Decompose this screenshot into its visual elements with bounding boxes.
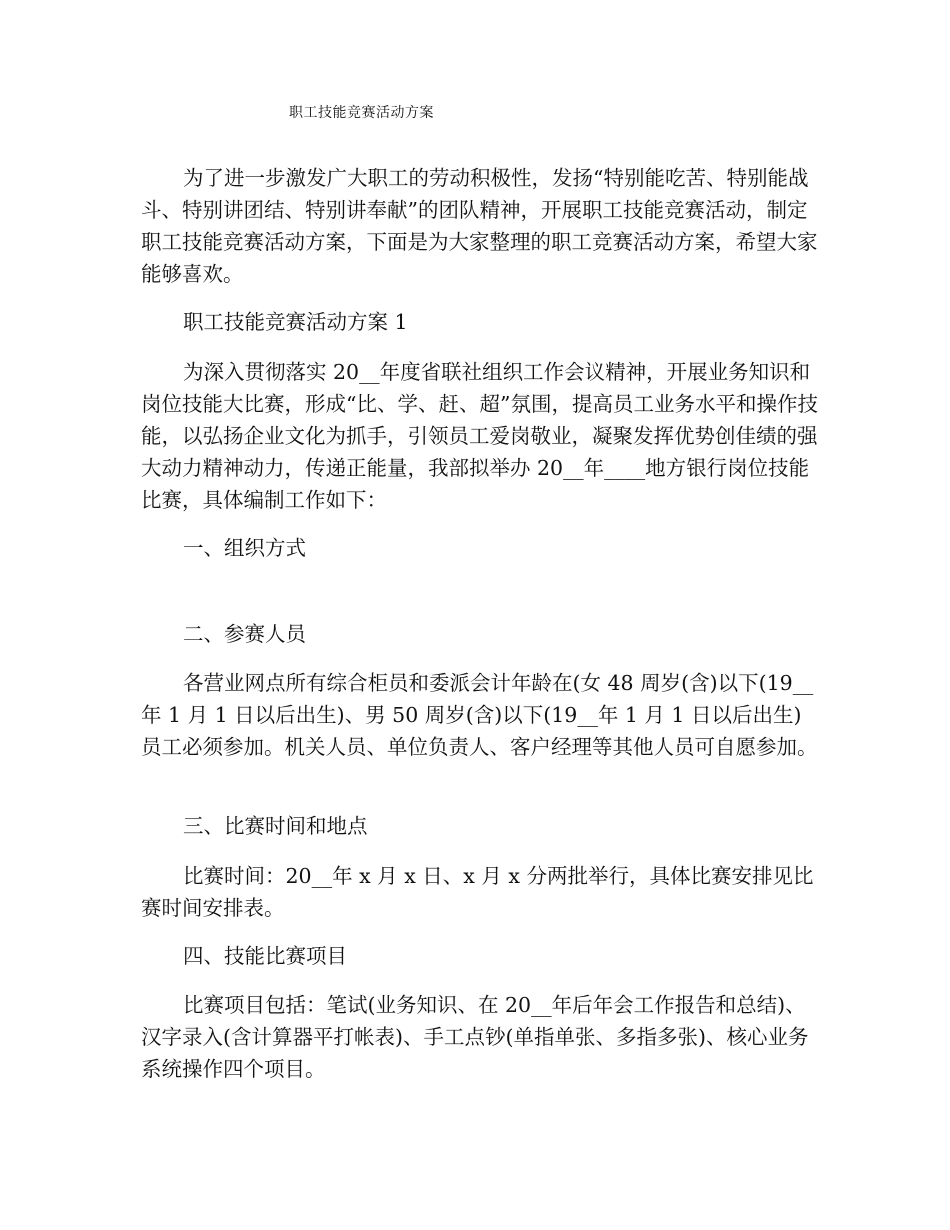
paragraph-time-body: 比赛时间：20__年 x 月 x 日、x 月 x 分两批举行，具体比赛安排见比赛时间安排表。	[141, 864, 814, 920]
section-heading-organization: 一、组织方式	[183, 536, 306, 560]
paragraph-intro: 为了进一步激发广大职工的劳动积极性，发扬“特别能吃苦、特别能战斗、特别讲团结、特别讲奉献”的团队精神，开展职工技能竞赛活动，制定职工技能竞赛活动方案，下面是为大家整理的职工竞赛活动方案，希望大家能够喜欢。	[141, 166, 818, 286]
section-heading-items: 四、技能比赛项目	[183, 944, 347, 968]
document-title: 职工技能竞赛活动方案	[289, 105, 434, 121]
paragraph-participants-body: 各营业网点所有综合柜员和委派会计年龄在(女 48 周岁(含)以下(19__年 1 月 1 日以后出生)、男 50 周岁(含)以下(19__年 1 月 1 日以后出生)员工必须参加。机关人员、单位负责人、客户经理等其他人员可自愿参加。	[141, 671, 818, 759]
section-heading-time-place: 三、比赛时间和地点	[183, 814, 368, 838]
section-heading-plan-1: 职工技能竞赛活动方案 1	[183, 310, 408, 334]
paragraph-items-body: 比赛项目包括：笔试(业务知识、在 20__年后年会工作报告和总结)、汉字录入(含计算器平打帐表)、手工点钞(单指单张、多指多张)、核心业务系统操作四个项目。	[141, 993, 809, 1081]
paragraph-plan-1-body: 为深入贯彻落实 20__年度省联社组织工作会议精神，开展业务知识和岗位技能大比赛，形成“比、学、赶、超”氛围，提高员工业务水平和操作技能，以弘扬企业文化为抓手，引领员工爱岗敬业，凝聚发挥优势创佳绩的强大动力精神动力，传递正能量，我部拟举办 20__年____地方银行岗位技能比赛，具体编制工作如下：	[141, 360, 818, 512]
section-heading-participants: 二、参赛人员	[183, 622, 306, 646]
